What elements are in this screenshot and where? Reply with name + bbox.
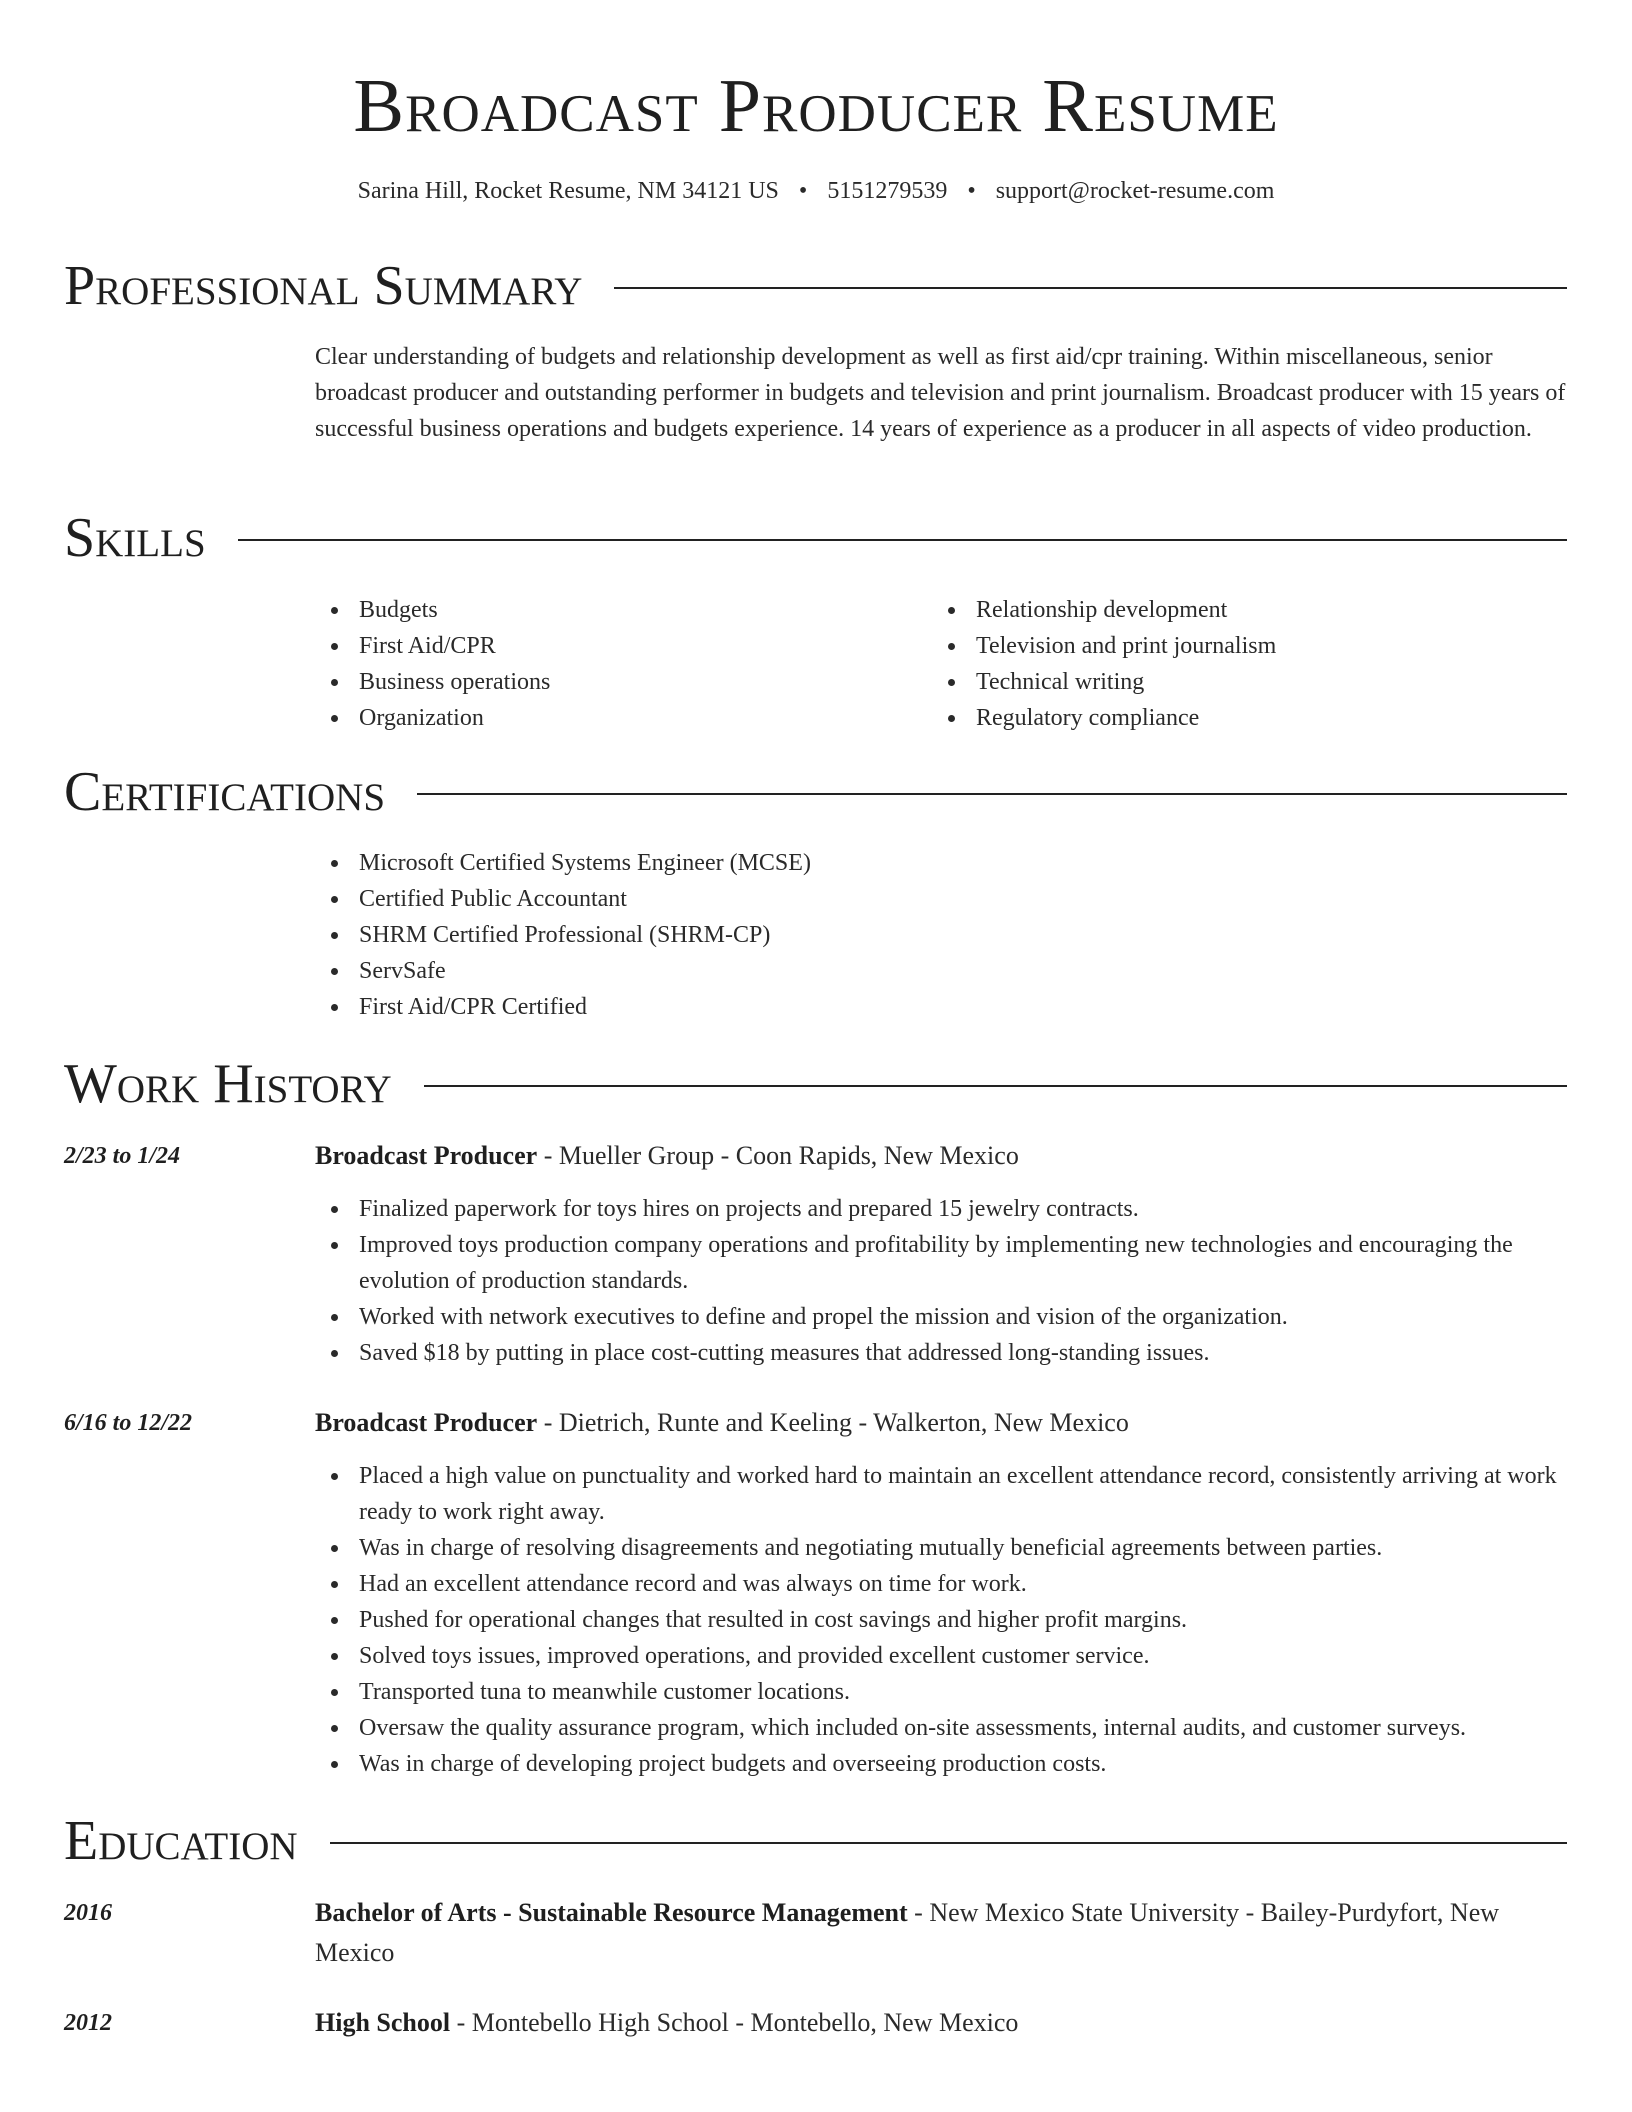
contact-line bbox=[0, 174, 1632, 208]
section-title: Professional Summary bbox=[64, 255, 583, 317]
skill-item: Business operations bbox=[315, 664, 915, 700]
job-title: Broadcast Producer bbox=[315, 1141, 538, 1170]
skill-item: Regulatory compliance bbox=[932, 700, 1552, 736]
section-divider bbox=[614, 287, 1567, 289]
education-entry bbox=[315, 2003, 1567, 2043]
job-heading bbox=[315, 1136, 1567, 1176]
education-year: 2012 bbox=[64, 2010, 112, 2036]
job-duty: Oversaw the quality assurance program, which included on-site assessments, internal audits, and customer surveys. bbox=[315, 1710, 1567, 1746]
section-title: Education bbox=[64, 1810, 298, 1872]
education-degree: High School bbox=[315, 2008, 451, 2037]
certifications-section-header bbox=[64, 762, 1567, 822]
contact-phone: 5151279539 bbox=[827, 178, 948, 204]
work-history-section-header bbox=[64, 1054, 1567, 1114]
summary-text: Clear understanding of budgets and relationship development as well as first aid/cpr training. Within miscellaneous, senior broadcast producer and outstanding performer in budgets and television and print journalism. Broadcast producer with 15 years of successful business operations and budgets experience. 14 years of experience as a producer in all aspects of video production. bbox=[315, 344, 1566, 442]
skills-section-header bbox=[64, 508, 1567, 568]
education-year: 2016 bbox=[64, 1900, 112, 1926]
certifications-list bbox=[315, 845, 1415, 1025]
education-degree: Bachelor of Arts - Sustainable Resource Management bbox=[315, 1898, 908, 1927]
education-entry bbox=[315, 1893, 1567, 1973]
skill-item: Technical writing bbox=[932, 664, 1552, 700]
skills-list-left bbox=[315, 592, 915, 736]
job-employer: - Dietrich, Runte and Keeling - Walkerton, New Mexico bbox=[537, 1408, 1129, 1437]
certification-item: First Aid/CPR Certified bbox=[315, 989, 1415, 1025]
job-heading bbox=[315, 1403, 1567, 1443]
contact-address: Sarina Hill, Rocket Resume, NM 34121 US bbox=[357, 178, 779, 204]
section-title: Certifications bbox=[64, 761, 386, 823]
section-divider bbox=[330, 1842, 1567, 1844]
certification-item: Certified Public Accountant bbox=[315, 881, 1415, 917]
job-duty: Saved $18 by putting in place cost-cutting measures that addressed long-standing issues. bbox=[315, 1335, 1567, 1371]
section-divider bbox=[417, 793, 1567, 795]
job-dates: 6/16 to 12/22 bbox=[64, 1410, 193, 1436]
section-divider bbox=[238, 539, 1567, 541]
education-school: - Montebello High School - Montebello, New Mexico bbox=[450, 2008, 1019, 2037]
job-duty: Was in charge of resolving disagreements and negotiating mutually beneficial agreements between parties. bbox=[315, 1530, 1567, 1566]
skill-item: Relationship development bbox=[932, 592, 1552, 628]
job-dates: 2/23 to 1/24 bbox=[64, 1143, 181, 1169]
certification-item: SHRM Certified Professional (SHRM-CP) bbox=[315, 917, 1415, 953]
job-duty: Solved toys issues, improved operations, and provided excellent customer service. bbox=[315, 1638, 1567, 1674]
skill-item: Budgets bbox=[315, 592, 915, 628]
education-school: - New Mexico State University - Bailey-Purdyfort, New Mexico bbox=[315, 1898, 1500, 1967]
certification-item: Microsoft Certified Systems Engineer (MCSE) bbox=[315, 845, 1415, 881]
contact-email: support@rocket-resume.com bbox=[995, 178, 1275, 204]
section-title: Work History bbox=[64, 1053, 392, 1115]
summary-section-header bbox=[64, 256, 1567, 316]
job-duties-list bbox=[315, 1191, 1567, 1371]
job-employer: - Mueller Group - Coon Rapids, New Mexico bbox=[537, 1141, 1019, 1170]
job-duty: Pushed for operational changes that resulted in cost savings and higher profit margins. bbox=[315, 1602, 1567, 1638]
skills-list-right bbox=[932, 592, 1552, 736]
resume-title: Broadcast Producer Resume bbox=[353, 64, 1279, 148]
job-title: Broadcast Producer bbox=[315, 1408, 538, 1437]
job-duty: Improved toys production company operations and profitability by implementing new technologies and encouraging the evolution of production standards. bbox=[315, 1227, 1567, 1299]
contact-separator: • bbox=[798, 178, 808, 204]
education-section-header bbox=[64, 1811, 1567, 1871]
skill-item: First Aid/CPR bbox=[315, 628, 915, 664]
skill-item: Organization bbox=[315, 700, 915, 736]
job-duty: Finalized paperwork for toys hires on projects and prepared 15 jewelry contracts. bbox=[315, 1191, 1567, 1227]
job-duty: Had an excellent attendance record and was always on time for work. bbox=[315, 1566, 1567, 1602]
certification-item: ServSafe bbox=[315, 953, 1415, 989]
job-duty: Placed a high value on punctuality and worked hard to maintain an excellent attendance record, consistently arriving at work ready to work right away. bbox=[315, 1458, 1567, 1530]
contact-separator: • bbox=[967, 178, 976, 204]
skill-item: Television and print journalism bbox=[932, 628, 1552, 664]
job-duty: Transported tuna to meanwhile customer locations. bbox=[315, 1674, 1567, 1710]
job-duty: Was in charge of developing project budgets and overseeing production costs. bbox=[315, 1746, 1567, 1782]
section-title: Skills bbox=[64, 507, 206, 569]
job-duty: Worked with network executives to define and propel the mission and vision of the organization. bbox=[315, 1299, 1567, 1335]
section-divider bbox=[424, 1085, 1567, 1087]
job-duties-list bbox=[315, 1458, 1567, 1782]
